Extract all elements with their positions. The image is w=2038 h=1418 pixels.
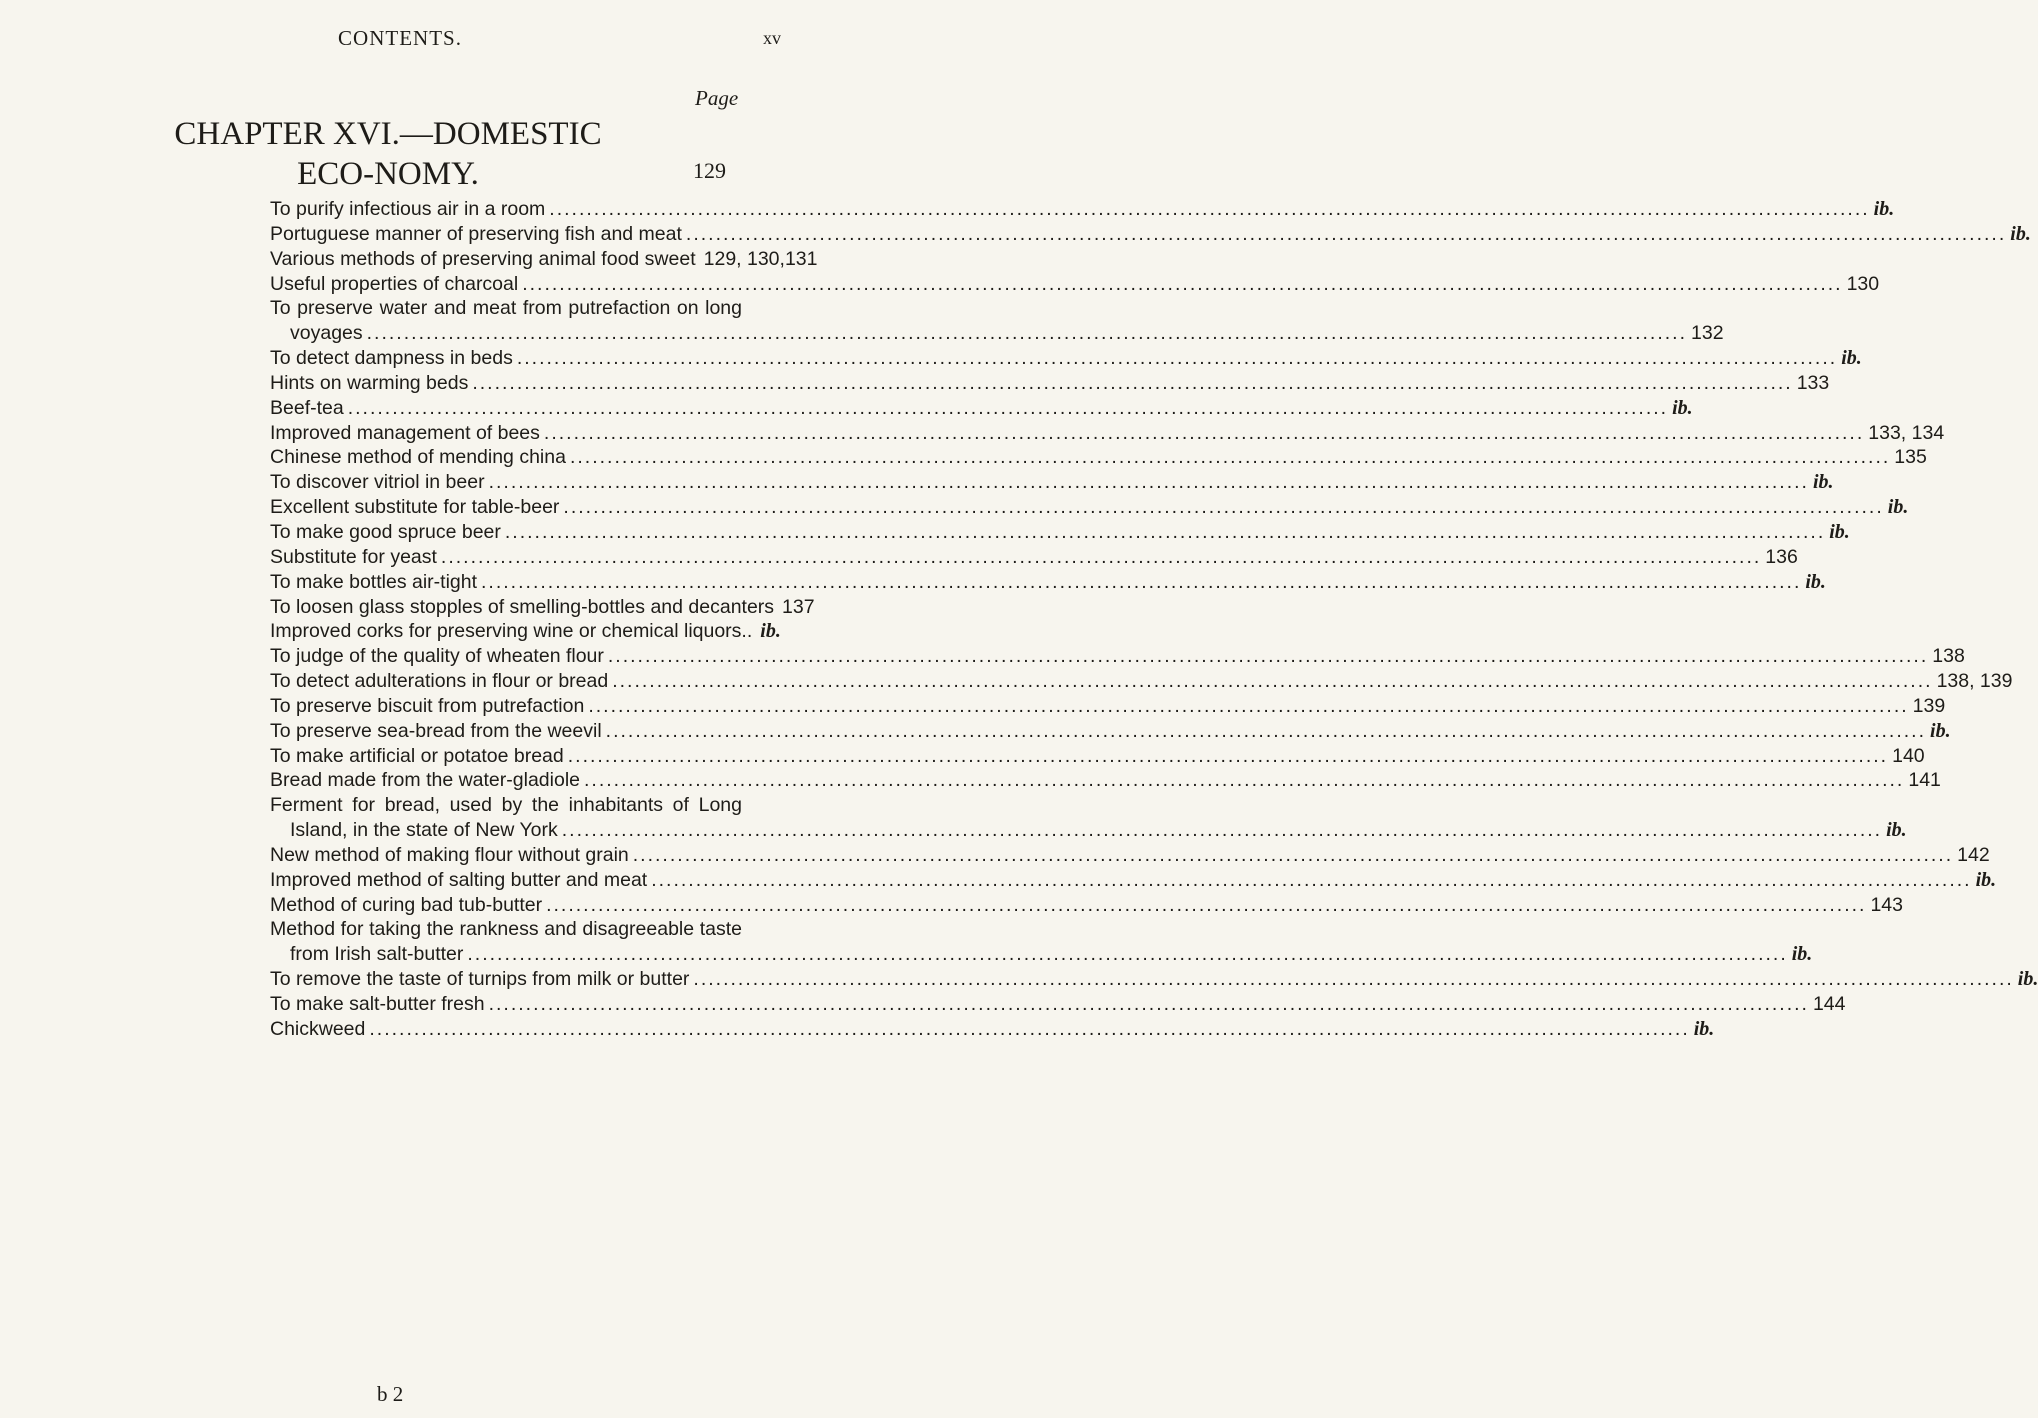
dot-leader (549, 197, 1869, 222)
entry-page-ref: 138 (1932, 645, 1965, 668)
entry-page-ref: ib. (1791, 943, 1813, 966)
entry-page-ref: 143 (1870, 893, 1903, 916)
dot-leader (489, 470, 1809, 495)
entry-page-ref: 140 (1892, 744, 1925, 767)
contents-entry (270, 520, 1850, 545)
entry-page-ref: ib. (1805, 570, 1826, 593)
contents-entry (270, 495, 1909, 520)
contents-entry (270, 445, 1927, 470)
contents-entry (270, 371, 1830, 396)
entry-title: To detect dampness in beds (270, 347, 513, 370)
running-head: CONTENTS. (338, 26, 462, 50)
contents-entry (270, 296, 1724, 346)
contents-entry (270, 545, 1798, 570)
entry-title: New method of making flour without grain (270, 843, 629, 866)
dot-leader (505, 520, 1825, 545)
dot-leader (570, 445, 1890, 470)
dot-leader (517, 346, 1837, 371)
dot-leader (481, 570, 1801, 595)
dot-leader (472, 371, 1792, 396)
contents-entry (270, 247, 818, 272)
entry-page-ref: ib. (1829, 520, 1850, 543)
dot-leader (686, 222, 2006, 247)
entry-page-ref: ib. (1873, 198, 1895, 220)
dot-leader (633, 843, 1953, 868)
entry-page-ref: 133 (1796, 371, 1830, 394)
contents-entry (270, 346, 1862, 371)
dot-leader (441, 545, 1761, 570)
contents-entry (270, 967, 2038, 992)
chapter-page-number: 129 (693, 158, 726, 183)
entry-title: To judge of the quality of wheaten flour (270, 645, 604, 668)
dot-leader (348, 396, 1668, 421)
dot-leader (522, 272, 1842, 297)
contents-entry (270, 222, 2031, 247)
entry-title: Method of curing bad tub-butter (270, 893, 543, 916)
contents-entry (270, 917, 1813, 967)
entry-title: Various methods of preserving animal food sweet (270, 247, 696, 270)
dot-leader (612, 669, 1932, 694)
entry-page-ref: 139 (1912, 694, 1946, 717)
entry-page-ref: 144 (1812, 993, 1846, 1015)
contents-entry (270, 719, 1951, 744)
contents-entry (270, 421, 1945, 446)
dot-leader (546, 893, 1866, 918)
entry-page-ref: 142 (1957, 843, 1990, 866)
entry-title-continued: Island, in the state of New York (290, 819, 558, 842)
entry-title: Substitute for yeast (270, 545, 437, 568)
dot-leader (588, 694, 1908, 719)
contents-entry (270, 644, 1965, 669)
contents-entry (270, 868, 1997, 893)
entry-title: Improved management of bees (270, 421, 540, 444)
entry-page-ref: 133, 134 (1868, 421, 1945, 444)
entry-title: Chinese method of mending china (270, 446, 566, 469)
dot-leader (693, 967, 2013, 992)
entry-title: Useful properties of charcoal (270, 272, 519, 295)
entry-page-ref: ib. (1887, 496, 1909, 519)
entry-title: To preserve biscuit from putrefaction (270, 694, 585, 717)
contents-entry (270, 197, 1895, 222)
dot-leader (489, 992, 1809, 1017)
entry-title: Beef-tea (270, 396, 344, 419)
dot-leader (568, 744, 1888, 769)
dot-leader (544, 421, 1864, 446)
dot-leader (651, 868, 1971, 893)
entry-page-ref: ib. (1672, 396, 1693, 419)
entry-title: To preserve sea-bread from the weevil (270, 719, 602, 742)
entry-title: To make artificial or potatoe bread (270, 744, 564, 767)
entry-title-continued: voyages (290, 322, 363, 345)
entry-title: Hints on warming beds (270, 371, 469, 394)
entry-page-ref: ib. (1886, 819, 1907, 842)
contents-entry (270, 992, 1846, 1017)
contents-entry (270, 744, 1925, 769)
dot-leader (608, 644, 1928, 669)
contents-entry (270, 768, 1941, 793)
contents-entry (270, 843, 1990, 868)
contents-entry (270, 396, 1693, 421)
entry-title: Portuguese manner of preserving fish and meat (270, 222, 682, 245)
entry-title: To detect adulterations in flour or bread (270, 670, 609, 693)
contents-list (270, 197, 2038, 1042)
contents-entry (270, 694, 1946, 719)
entry-page-ref: ib. (1930, 719, 1951, 742)
entry-page-ref: ib. (1693, 1017, 1715, 1040)
entry-page-ref: 141 (1908, 769, 1941, 792)
entry-page-ref: 137 (782, 595, 815, 618)
entry-title: To discover vitriol in beer (270, 471, 485, 494)
printer-signature: b 2 (377, 1382, 404, 1406)
dot-leader (562, 818, 1882, 843)
entry-page-ref: ib. (1841, 347, 1862, 370)
entry-page-ref: ib. (2017, 968, 2038, 991)
dot-leader (563, 495, 1883, 520)
entry-title: To loosen glass stopples of smelling-bottles and decanters (270, 595, 775, 618)
entry-title: Excellent substitute for table-beer (270, 496, 560, 519)
contents-entry (270, 893, 1903, 918)
entry-title: Improved method of salting butter and meat (270, 868, 648, 891)
entry-page-ref: 136 (1765, 545, 1798, 568)
entry-title: Improved corks for preserving wine or chemical liquors.. (270, 620, 753, 643)
entry-title: Bread made from the water-gladiole (270, 769, 580, 792)
entry-title: Method for taking the rankness and disagreeable taste (270, 918, 742, 941)
contents-entry (270, 793, 1907, 843)
contents-entry (270, 570, 1826, 595)
contents-entry (270, 595, 815, 620)
entry-page-ref: ib. (1812, 471, 1834, 494)
dot-leader (369, 1017, 1689, 1042)
entry-page-ref: ib. (2010, 222, 2031, 245)
contents-entry (270, 470, 1834, 495)
entry-page-ref: 129, 130,131 (703, 247, 818, 270)
dot-leader (606, 719, 1926, 744)
page-number: xv (763, 28, 781, 48)
entry-page-ref: ib. (1975, 868, 1997, 891)
contents-entry (270, 619, 781, 644)
entry-title: To make bottles air-tight (270, 570, 478, 593)
entry-title: To remove the taste of turnips from milk or butter (270, 968, 690, 991)
entry-title: Ferment for bread, used by the inhabitants of Long (270, 794, 742, 817)
dot-leader (584, 768, 1904, 793)
dot-leader (467, 942, 1787, 967)
entry-title: To purify infectious air in a room (270, 198, 546, 220)
entry-page-ref: 138, 139 (1936, 670, 2013, 693)
entry-page-ref: ib. (760, 620, 781, 643)
entry-page-ref: 132 (1691, 322, 1724, 345)
entry-page-ref: 135 (1894, 446, 1927, 469)
entry-title: To make good spruce beer (270, 520, 501, 543)
dot-leader (367, 321, 1687, 346)
page-column-label: Page (695, 86, 739, 110)
entry-title-continued: from Irish salt-butter (290, 943, 464, 966)
contents-entry (270, 1017, 1715, 1042)
entry-title: To make salt-butter fresh (270, 993, 485, 1015)
entry-title: Chickweed (270, 1017, 366, 1040)
chapter-title: CHAPTER XVI.—DOMESTIC ECO-NOMY. (174, 116, 602, 192)
contents-entry (270, 272, 1880, 297)
entry-title: To preserve water and meat from putrefaction on long (270, 297, 742, 320)
entry-page-ref: 130 (1846, 272, 1880, 295)
contents-entry (270, 669, 2013, 694)
